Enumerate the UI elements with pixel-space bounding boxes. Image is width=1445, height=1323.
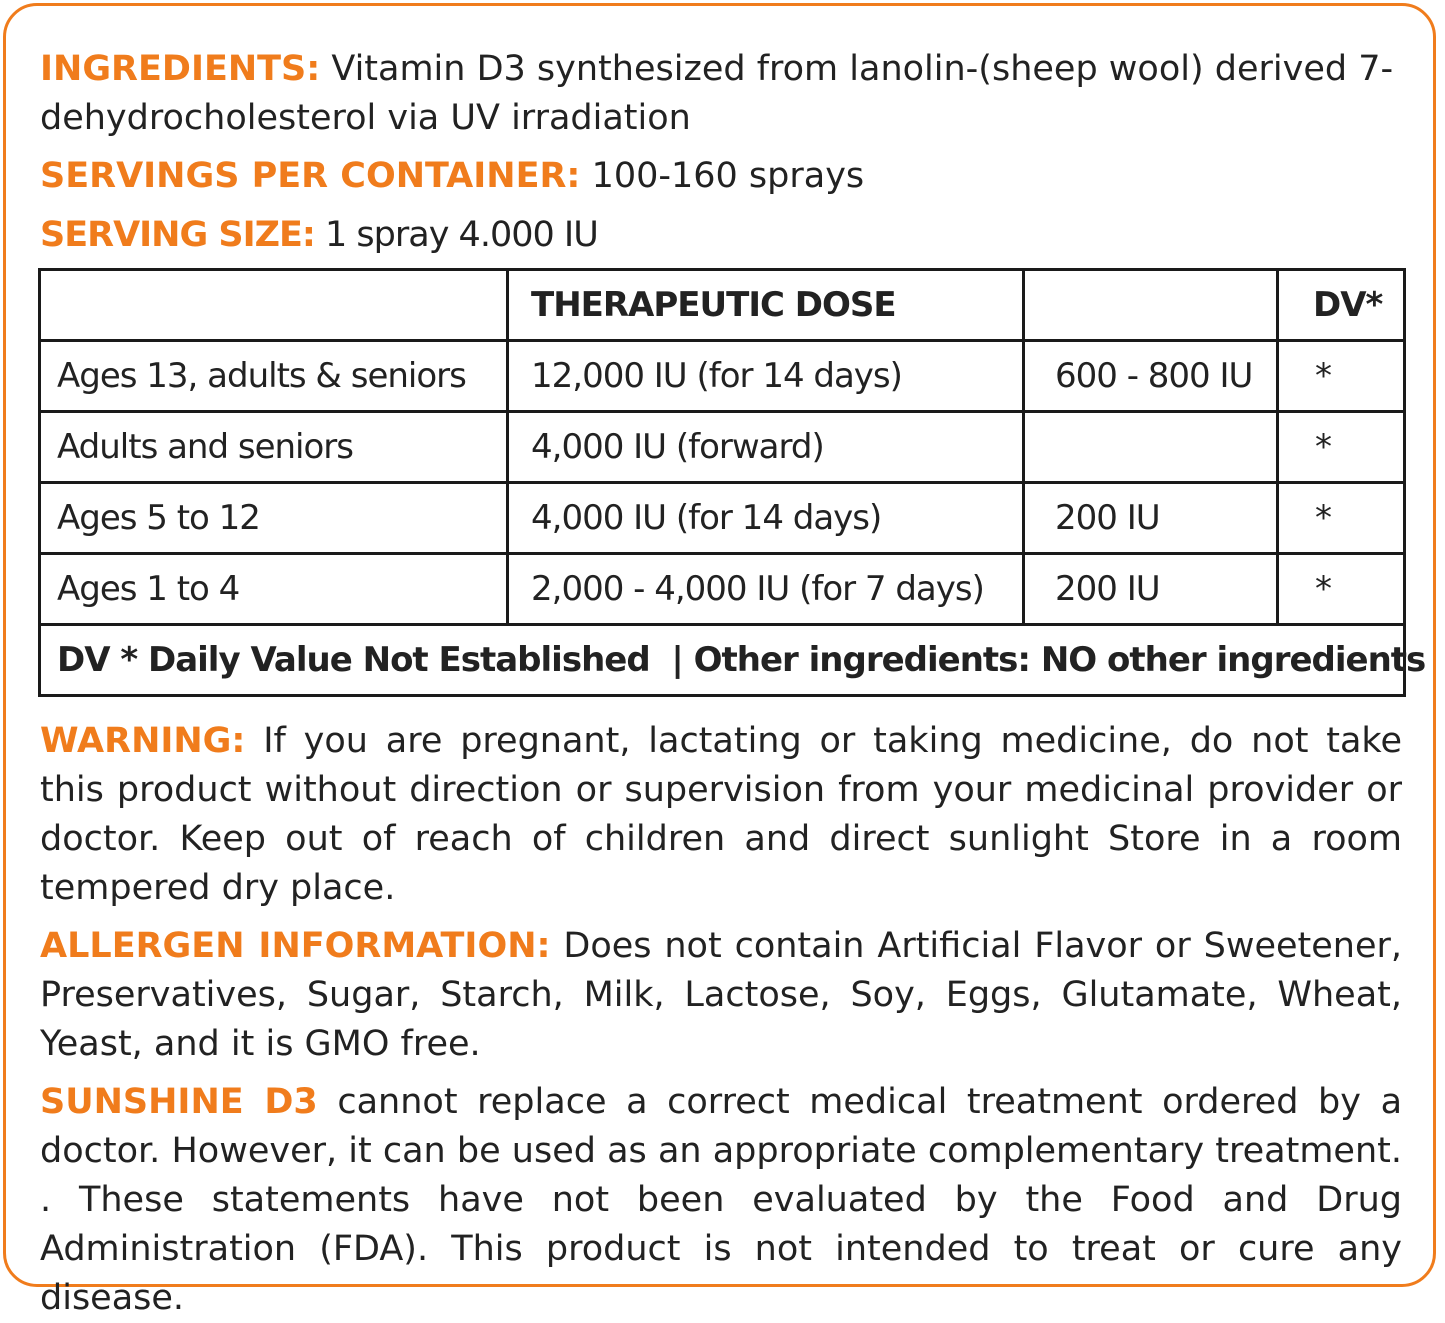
table-row — [40, 341, 1405, 412]
sunshine-text: cannot replace a correct medical treatment ordered by a doctor. However, it can be used as an appropriate complementary treatment. . These statements have not been evaluated by the Food and Drug Administration (FDA). This product is not intended to treat or cure any disease. — [40, 1082, 1403, 1318]
table-cell: Ages 13, adults & seniors — [40, 341, 508, 412]
dosage-table — [38, 268, 1426, 697]
table-cell: 200 IU — [1024, 483, 1278, 554]
table-cell: Ages 5 to 12 — [40, 483, 508, 554]
table-header-cell — [1024, 270, 1278, 341]
table-header-cell: DV* — [1278, 270, 1405, 341]
table-footer-row — [40, 625, 1405, 696]
warning-paragraph — [40, 717, 1402, 913]
table-cell: * — [1278, 483, 1405, 554]
sunshine-label: SUNSHINE D3 — [40, 1082, 318, 1122]
table-cell: 600 - 800 IU — [1024, 341, 1278, 412]
table-cell: * — [1278, 341, 1405, 412]
table-cell: 200 IU — [1024, 554, 1278, 625]
table-cell: 2,000 - 4,000 IU (for 7 days) — [508, 554, 1024, 625]
allergen-text: Does not contain Artificial Flavor or Sweetener, Preservatives, Sugar, Starch, Milk, Lactose, Soy, Eggs, Glutamate, Wheat, Yeast, and it is GMO free. — [40, 926, 1402, 1064]
table-row — [40, 483, 1405, 554]
table-cell: Adults and seniors — [40, 412, 508, 483]
servings-text: 100-160 sprays — [580, 156, 865, 196]
table-cell: * — [1278, 412, 1405, 483]
table-footer-note: DV * Daily Value Not Established | Other ingredients: NO other ingredients — [40, 625, 1405, 696]
allergen-label: ALLERGEN INFORMATION: — [40, 926, 551, 966]
table-cell: Ages 1 to 4 — [40, 554, 508, 625]
ingredients-paragraph — [40, 45, 1402, 143]
table-row — [40, 554, 1405, 625]
warning-label: WARNING: — [40, 721, 246, 761]
table-cell — [1024, 412, 1278, 483]
table-row — [40, 412, 1405, 483]
table-header-cell: THERAPEUTIC DOSE — [508, 270, 1024, 341]
table-header-cell — [40, 270, 508, 341]
table-cell: 4,000 IU (forward) — [508, 412, 1024, 483]
table-cell: 4,000 IU (for 14 days) — [508, 483, 1024, 554]
allergen-paragraph — [40, 922, 1402, 1069]
serving-size-label: SERVING SIZE: — [40, 215, 315, 255]
table-cell: * — [1278, 554, 1405, 625]
table-cell: 12,000 IU (for 14 days) — [508, 341, 1024, 412]
sunshine-paragraph — [40, 1078, 1402, 1323]
warning-text: If you are pregnant, lactating or taking medicine, do not take this product without direction or supervision from your medicinal provider or doctor. Keep out of reach of children and direct sunlight Store in a room tempered dry place. — [40, 721, 1402, 908]
servings-label: SERVINGS PER CONTAINER: — [40, 156, 581, 196]
servings-paragraph — [40, 152, 1402, 201]
ingredients-text: Vitamin D3 synthesized from lanolin-(sheep wool) derived 7-dehydrocholesterol via UV irradiation — [40, 49, 1394, 138]
ingredients-label: INGREDIENTS: — [40, 49, 321, 89]
serving-size-text: 1 spray 4.000 IU — [314, 215, 598, 255]
table-header-row — [40, 270, 1405, 341]
serving-size-paragraph — [40, 211, 1402, 260]
